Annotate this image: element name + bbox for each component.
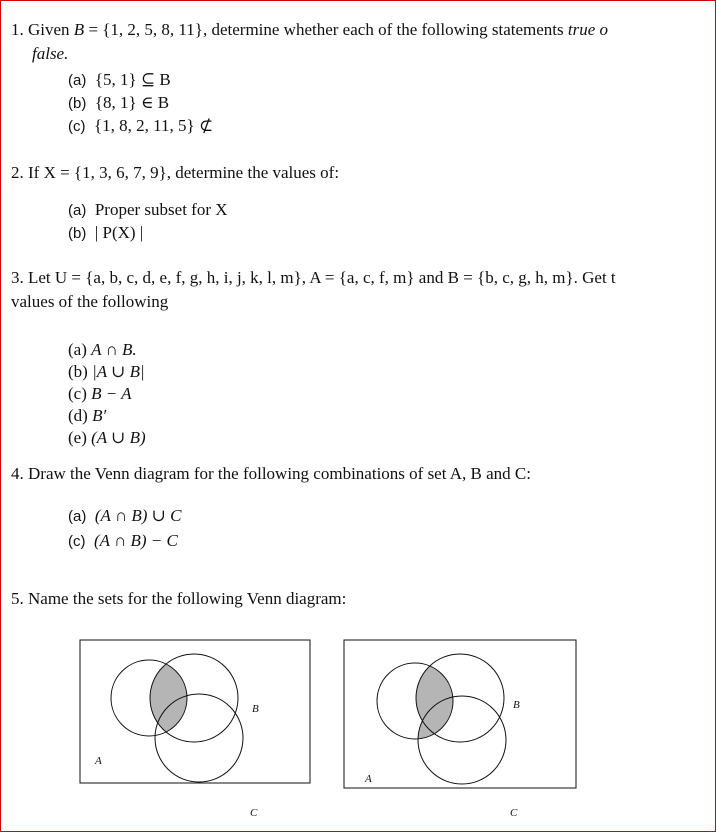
q1-false-word: false. (32, 44, 69, 63)
q5-text: 5. Name the sets for the following Venn diagram: (11, 589, 347, 608)
label-a: A (95, 755, 102, 767)
q2-text: 2. If X = {1, 3, 6, 7, 9}, determine the values of: (11, 163, 340, 182)
q1-item-c: (c) {1, 8, 2, 11, 5} ⊄ (68, 116, 214, 135)
q1-text: 1. Given B = {1, 2, 5, 8, 11}, determine whether each of the following statements true o (11, 20, 609, 39)
q3-item-d: (d) B′ (68, 406, 107, 425)
q4-text: 4. Draw the Venn diagram for the following combinations of set A, B and C: (11, 464, 531, 483)
label-a: A (365, 773, 372, 785)
q3-line2: values of the following (11, 292, 169, 311)
q3-item-a: (a) A ∩ B. (68, 340, 137, 359)
q2-item-b: (b) | P(X) | (68, 223, 144, 242)
label-b: B (513, 699, 520, 711)
universal-set-box (80, 640, 310, 783)
label-c: C (510, 807, 518, 819)
q2-item-a: (a) Proper subset for X (68, 200, 228, 219)
venn-diagram-2 (342, 638, 578, 824)
q4-item-c: (c) (A ∩ B) − C (68, 531, 178, 550)
q3-item-e: (e) (A ∪ B) (68, 428, 146, 447)
q1-item-a: (a) {5, 1} ⊆ B (68, 70, 171, 89)
label-b: B (252, 703, 259, 715)
q1-item-b: (b) {8, 1} ∈ B (68, 93, 170, 112)
q3-item-b: (b) |A ∪ B| (68, 362, 145, 381)
venn-diagram-1 (79, 638, 315, 824)
q4-item-a: (a) (A ∩ B) ∪ C (68, 506, 182, 525)
label-c: C (250, 807, 258, 819)
q3-item-c: (c) B − A (68, 384, 132, 403)
q3-line1: 3. Let U = {a, b, c, d, e, f, g, h, i, j, k, l, m}, A = {a, c, f, m} and B = {b, c, g, h, m}. Get t (11, 268, 616, 287)
